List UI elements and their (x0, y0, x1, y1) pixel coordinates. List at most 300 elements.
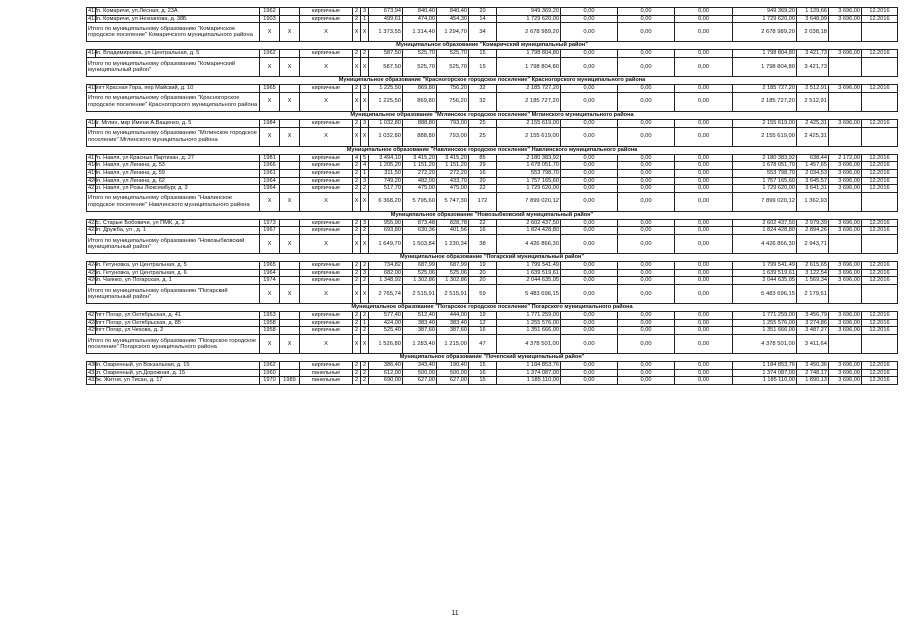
floors: 2 (353, 169, 361, 177)
fund-share: 0,00 (561, 335, 618, 354)
completion-date (862, 23, 898, 42)
entrances: 3 (361, 177, 369, 185)
region-share: 0,00 (618, 277, 675, 285)
municipal-share: 0,00 (675, 335, 733, 354)
residents: 25 (469, 127, 497, 146)
year-overhaul (280, 219, 300, 227)
year-overhaul (280, 162, 300, 170)
premises-area: 1 283,40 (403, 335, 437, 354)
cost-limit: 3 696,00 (829, 169, 862, 177)
address-cell: п. Навля, ул Красных Партизан, д. 27 (96, 154, 260, 162)
year-built: 1962 (260, 362, 280, 370)
residential-area: 387,60 (437, 327, 469, 335)
completion-date: 12.2016 (862, 319, 898, 327)
fund-share: 0,00 (561, 377, 618, 385)
year-built: X (260, 23, 280, 42)
year-built: 1964 (260, 269, 280, 277)
wall-material: кирпичные (300, 8, 353, 16)
municipal-share: 0,00 (675, 235, 733, 254)
wall-material: кирпичные (300, 177, 353, 185)
wall-material: кирпичные (300, 85, 353, 93)
residents: 15 (469, 377, 497, 385)
fund-share: 0,00 (561, 169, 618, 177)
section-title: Муниципальное образование "Навлинское городское поселение" Навлинского муниципального района (87, 146, 898, 154)
unit-cost: 3 645,57 (797, 177, 829, 185)
region-share: 0,00 (618, 23, 675, 42)
subtotal-label: Итого по муниципальному образованию "Новозыбковский муниципальный район" (87, 235, 260, 254)
cost-limit (829, 23, 862, 42)
wall-material: X (300, 335, 353, 354)
fund-share: 0,00 (561, 177, 618, 185)
unit-cost: 2 034,53 (797, 169, 829, 177)
year-built: 1903 (260, 15, 280, 23)
entrances: X (361, 57, 369, 76)
entrances: 2 (361, 362, 369, 370)
section-title: Муниципальное образование "Новозыбковский муниципальный район" (87, 211, 898, 219)
year-built: 1962 (260, 8, 280, 16)
cost-limit: 3 696,00 (829, 377, 862, 385)
region-share: 0,00 (618, 154, 675, 162)
floors: 2 (353, 50, 361, 58)
owners-funds: 5 483 696,15 (733, 285, 797, 304)
completion-date (862, 127, 898, 146)
cost-limit: 3 696,00 (829, 327, 862, 335)
row-number: 418 (88, 162, 98, 169)
fund-share: 0,00 (561, 227, 618, 235)
municipal-share: 0,00 (675, 57, 733, 76)
total-area: 424,00 (369, 319, 403, 327)
row-number: 415 (88, 85, 98, 92)
owners-funds: 1 185 110,00 (733, 377, 797, 385)
year-overhaul (280, 227, 300, 235)
entrances: 2 (361, 185, 369, 193)
table-row (87, 162, 898, 170)
premises-area: 2 515,91 (403, 285, 437, 304)
completion-date: 12.2016 (862, 162, 898, 170)
wall-material: кирпичные (300, 162, 353, 170)
section-title: Муниципальное образование "Погарское городское поселение" Погарского муниципального района (87, 304, 898, 312)
residential-area: 383,40 (437, 319, 469, 327)
cost-limit (829, 127, 862, 146)
municipal-share: 0,00 (675, 269, 733, 277)
table-row (87, 185, 898, 193)
premises-area: 1 314,40 (403, 23, 437, 42)
year-built: 1960 (260, 369, 280, 377)
row-number: 428 (88, 319, 98, 326)
unit-cost: 2 943,71 (797, 235, 829, 254)
premises-area: 475,00 (403, 185, 437, 193)
floors: X (353, 335, 361, 354)
residential-area: 525,06 (437, 269, 469, 277)
floors: 2 (353, 219, 361, 227)
floors: X (353, 235, 361, 254)
municipal-share: 0,00 (675, 319, 733, 327)
repair-cost: 2 155 619,00 (497, 127, 561, 146)
residential-area: 454,30 (437, 15, 469, 23)
municipal-share: 0,00 (675, 262, 733, 270)
year-overhaul (280, 327, 300, 335)
cost-limit (829, 335, 862, 354)
fund-share: 0,00 (561, 192, 618, 211)
unit-cost: 3 411,64 (797, 335, 829, 354)
wall-material: кирпичные (300, 327, 353, 335)
residential-area: 475,00 (437, 185, 469, 193)
floors: X (353, 23, 361, 42)
owners-funds: 553 798,70 (733, 169, 797, 177)
region-share: 0,00 (618, 219, 675, 227)
repair-cost: 1 185 110,00 (497, 377, 561, 385)
floors: 2 (353, 119, 361, 127)
year-built: 1973 (260, 219, 280, 227)
cost-limit: 3 696,00 (829, 162, 862, 170)
wall-material: X (300, 23, 353, 42)
address-cell: п. Навля, ул Розы Люксембург, д. 3 (96, 185, 260, 193)
owners-funds: 1 184 853,76 (733, 362, 797, 370)
year-overhaul (280, 169, 300, 177)
unit-cost: 3 450,36 (797, 362, 829, 370)
year-built: 1966 (260, 162, 280, 170)
premises-area: 687,99 (403, 262, 437, 270)
residential-area: 756,20 (437, 92, 469, 111)
year-overhaul (280, 8, 300, 16)
address-cell: пгт Красная Гора, пер Майский, д. 10 (96, 85, 260, 93)
residential-area: 687,99 (437, 262, 469, 270)
residential-area: 627,00 (437, 377, 469, 385)
table-row (87, 269, 898, 277)
floors: X (353, 285, 361, 304)
total-area: 749,20 (369, 177, 403, 185)
year-overhaul: X (280, 57, 300, 76)
cost-limit: 3 696,00 (829, 262, 862, 270)
year-overhaul: 1989 (280, 377, 300, 385)
year-overhaul (280, 154, 300, 162)
repair-cost: 2 678 989,20 (497, 23, 561, 42)
address-cell: п. Комаричи, ул.Лесная, д. 23А (96, 8, 260, 16)
premises-area: 525,06 (403, 269, 437, 277)
total-area: 1 225,50 (369, 85, 403, 93)
premises-area: 525,70 (403, 50, 437, 58)
municipal-share: 0,00 (675, 377, 733, 385)
repair-cost: 1 729 620,00 (497, 185, 561, 193)
total-area: 690,00 (369, 377, 403, 385)
residential-area: 1 302,86 (437, 277, 469, 285)
total-area: 499,61 (369, 15, 403, 23)
section-header-row (87, 211, 898, 219)
unit-cost: 2 615,65 (797, 262, 829, 270)
year-built: 1958 (260, 327, 280, 335)
entrances: X (361, 235, 369, 254)
floors: 2 (353, 369, 361, 377)
address-cell: п. Владимировка, ул Центральная, д. 5 (96, 50, 260, 58)
premises-area: 888,80 (403, 127, 437, 146)
total-area: 517,70 (369, 185, 403, 193)
row-number: 422 (88, 219, 98, 226)
floors: 2 (353, 319, 361, 327)
unit-cost: 3 487,27 (797, 327, 829, 335)
subtotal-label: Итого по муниципальному образованию "Навлинское городское поселение" Навлинского муниципального района (87, 192, 260, 211)
residential-area: 828,78 (437, 219, 469, 227)
municipal-share: 0,00 (675, 15, 733, 23)
municipal-share: 0,00 (675, 85, 733, 93)
wall-material: кирпичные (300, 277, 353, 285)
address-cell: п. Комаричи, ул Незнанова, д. 38Б (96, 15, 260, 23)
fund-share: 0,00 (561, 15, 618, 23)
unit-cost: 2 425,31 (797, 119, 829, 127)
cost-limit: 3 696,00 (829, 277, 862, 285)
residential-area: 525,70 (437, 50, 469, 58)
fund-share: 0,00 (561, 185, 618, 193)
total-area: 6 368,20 (369, 192, 403, 211)
cost-limit: 3 696,00 (829, 312, 862, 320)
year-overhaul: X (280, 285, 300, 304)
municipal-share: 0,00 (675, 154, 733, 162)
floors: 2 (353, 162, 361, 170)
section-header-row (87, 354, 898, 362)
residents: 19 (469, 262, 497, 270)
entrances: X (361, 23, 369, 42)
municipal-share: 0,00 (675, 327, 733, 335)
completion-date: 12.2016 (862, 327, 898, 335)
municipal-share: 0,00 (675, 8, 733, 16)
completion-date: 12.2016 (862, 369, 898, 377)
total-area: 682,00 (369, 269, 403, 277)
row-number: 417 (88, 154, 98, 161)
year-built: 1965 (260, 262, 280, 270)
section-header-row (87, 76, 898, 84)
municipal-share: 0,00 (675, 119, 733, 127)
premises-area: 873,48 (403, 219, 437, 227)
year-built: 1961 (260, 169, 280, 177)
year-overhaul (280, 50, 300, 58)
floors: 2 (353, 185, 361, 193)
region-share: 0,00 (618, 269, 675, 277)
address-cell: п. Озаренный, ул Вокзальная, д. 15 (96, 362, 260, 370)
section-title: Муниципальное образование "Мглинское городское поселение" Мглинского муниципального района (87, 111, 898, 119)
cost-limit (829, 235, 862, 254)
repair-cost: 2 185 727,20 (497, 85, 561, 93)
year-built: X (260, 92, 280, 111)
premises-area: 482,00 (403, 177, 437, 185)
entrances: X (361, 92, 369, 111)
entrances: 1 (361, 15, 369, 23)
region-share: 0,00 (618, 127, 675, 146)
wall-material: кирпичные (300, 169, 353, 177)
row-number: 419 (88, 169, 98, 176)
year-built: X (260, 235, 280, 254)
wall-material: кирпичные (300, 154, 353, 162)
completion-date: 12.2016 (862, 169, 898, 177)
section-header-row (87, 304, 898, 312)
premises-area: 343,40 (403, 362, 437, 370)
region-share: 0,00 (618, 235, 675, 254)
wall-material: X (300, 127, 353, 146)
subtotal-label: Итого по муниципальному образованию "Комаричское городское поселение" Комаричского муниципального района (87, 23, 260, 42)
wall-material: кирпичные (300, 50, 353, 58)
residents: 15 (469, 57, 497, 76)
repair-cost: 1 729 620,00 (497, 15, 561, 23)
residential-area: 3 415,20 (437, 154, 469, 162)
municipal-share: 0,00 (675, 169, 733, 177)
table-row (87, 277, 898, 285)
cost-limit (829, 92, 862, 111)
total-area: 587,50 (369, 50, 403, 58)
completion-date: 12.2016 (862, 227, 898, 235)
year-built: 1953 (260, 312, 280, 320)
fund-share: 0,00 (561, 50, 618, 58)
municipal-share: 0,00 (675, 162, 733, 170)
unit-cost: 2 038,18 (797, 23, 829, 42)
year-built: X (260, 57, 280, 76)
subtotal-row (87, 335, 898, 354)
repair-cost: 7 899 020,12 (497, 192, 561, 211)
cost-limit: 3 696,00 (829, 362, 862, 370)
fund-share: 0,00 (561, 362, 618, 370)
row-number: 432 (88, 377, 98, 384)
year-built: 1984 (260, 119, 280, 127)
address-cell: п. Навля, ул Ленина, д. 53 (96, 162, 260, 170)
completion-date: 12.2016 (862, 15, 898, 23)
wall-material: кирпичные (300, 219, 353, 227)
repair-cost: 949 369,20 (497, 8, 561, 16)
owners-funds: 2 678 989,20 (733, 23, 797, 42)
table-row (87, 369, 898, 377)
unit-cost: 2 425,31 (797, 127, 829, 146)
cost-limit (829, 57, 862, 76)
premises-area: 840,40 (403, 8, 437, 16)
residents: 25 (469, 119, 497, 127)
wall-material: кирпичные (300, 119, 353, 127)
repair-cost: 1 798 804,80 (497, 57, 561, 76)
wall-material: X (300, 235, 353, 254)
repair-cost: 2 602 437,50 (497, 219, 561, 227)
premises-area: 387,60 (403, 327, 437, 335)
entrances: 2 (361, 227, 369, 235)
residents: 16 (469, 227, 497, 235)
municipal-share: 0,00 (675, 362, 733, 370)
municipal-share: 0,00 (675, 192, 733, 211)
completion-date: 12.2016 (862, 154, 898, 162)
entrances: X (361, 127, 369, 146)
region-share: 0,00 (618, 185, 675, 193)
address-cell: п. Гетуновка, ул Центральная, д. 6 (96, 269, 260, 277)
entrances: 2 (361, 369, 369, 377)
entrances: 3 (361, 8, 369, 16)
unit-cost: 2 179,61 (797, 285, 829, 304)
total-area: 525,40 (369, 327, 403, 335)
year-overhaul (280, 15, 300, 23)
wall-material: панельные (300, 369, 353, 377)
year-overhaul (280, 85, 300, 93)
row-number: 429 (88, 327, 98, 334)
floors: X (353, 57, 361, 76)
subtotal-row (87, 127, 898, 146)
municipal-share: 0,00 (675, 127, 733, 146)
year-built: X (260, 335, 280, 354)
year-overhaul (280, 119, 300, 127)
total-area: 311,50 (369, 169, 403, 177)
table-row (87, 154, 898, 162)
repair-cost: 1 351 666,00 (497, 327, 561, 335)
wall-material: кирпичные (300, 15, 353, 23)
total-area: 673,94 (369, 8, 403, 16)
completion-date: 12.2016 (862, 269, 898, 277)
entrances: 2 (361, 327, 369, 335)
repair-cost: 4 426 866,30 (497, 235, 561, 254)
year-overhaul (280, 369, 300, 377)
residential-area: 1 215,00 (437, 335, 469, 354)
subtotal-row (87, 92, 898, 111)
unit-cost: 1 890,13 (797, 377, 829, 385)
premises-area: 1 151,20 (403, 162, 437, 170)
region-share: 0,00 (618, 192, 675, 211)
total-area: 1 225,50 (369, 92, 403, 111)
repair-cost: 1 374 087,00 (497, 369, 561, 377)
floors: 2 (353, 377, 361, 385)
cost-limit: 3 696,00 (829, 8, 862, 16)
year-built: 1974 (260, 277, 280, 285)
fund-share: 0,00 (561, 219, 618, 227)
entrances: 3 (361, 85, 369, 93)
year-overhaul (280, 312, 300, 320)
owners-funds: 1 798 804,80 (733, 50, 797, 58)
section-header-row (87, 146, 898, 154)
table-row (87, 177, 898, 185)
region-share: 0,00 (618, 362, 675, 370)
owners-funds: 2 185 727,20 (733, 92, 797, 111)
premises-area: 869,80 (403, 92, 437, 111)
unit-cost: 2 512,91 (797, 85, 829, 93)
year-built: X (260, 285, 280, 304)
section-title: Муниципальное образование "Красногорское городское поселение" Красногорского муниципального района (87, 76, 898, 84)
residents: 19 (469, 312, 497, 320)
address-cell: с. Старые Бобовичи, ул ПМК, д. 2 (96, 219, 260, 227)
repair-cost: 1 255 576,00 (497, 319, 561, 327)
premises-area: 383,40 (403, 319, 437, 327)
fund-share: 0,00 (561, 57, 618, 76)
year-built: 1981 (260, 154, 280, 162)
wall-material: кирпичные (300, 319, 353, 327)
floors: X (353, 127, 361, 146)
table-row (87, 227, 898, 235)
fund-share: 0,00 (561, 85, 618, 93)
cost-limit: 3 696,00 (829, 227, 862, 235)
subtotal-label: Итого по муниципальному образованию "Комаричский муниципальный район" (87, 57, 260, 76)
floors: 2 (353, 15, 361, 23)
total-area: 693,80 (369, 227, 403, 235)
address-cell: п. Озаренный, ул.Дорожная, д. 15 (96, 369, 260, 377)
row-number: 431 (88, 369, 98, 376)
completion-date: 12.2016 (862, 8, 898, 16)
completion-date: 12.2016 (862, 85, 898, 93)
residents: 85 (469, 154, 497, 162)
subtotal-label: Итого по муниципальному образованию "Красногорское городское поселение" Красногорского муниципального района (87, 92, 260, 111)
premises-area: 888,80 (403, 119, 437, 127)
residents: 12 (469, 319, 497, 327)
unit-cost: 1 129,66 (797, 8, 829, 16)
table-row (87, 319, 898, 327)
unit-cost: 2 894,26 (797, 227, 829, 235)
completion-date (862, 285, 898, 304)
address-cell: пгт Погар, ул Октябрьская, д. 85 (96, 319, 260, 327)
completion-date: 12.2016 (862, 50, 898, 58)
municipal-share: 0,00 (675, 227, 733, 235)
wall-material: X (300, 285, 353, 304)
residential-area: 793,00 (437, 119, 469, 127)
table-row (87, 262, 898, 270)
floors: 2 (353, 277, 361, 285)
address-cell: п. Гетуновка, ул Центральная, д. 5 (96, 262, 260, 270)
residential-area: 1 294,70 (437, 23, 469, 42)
